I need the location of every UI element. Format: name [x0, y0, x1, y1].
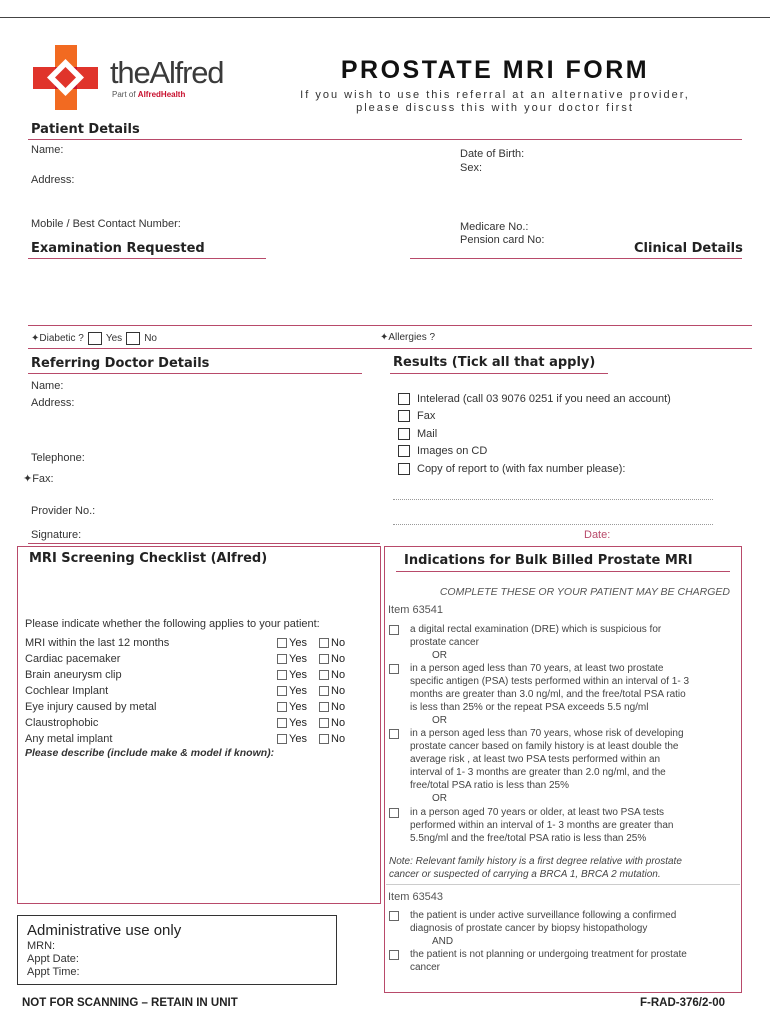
medicare-label: Medicare No.: — [460, 221, 529, 233]
no-checkbox[interactable] — [319, 670, 329, 680]
criterion-dre: a digital rectal examination (DRE) which is suspicious for prostate cancer OR — [389, 623, 661, 662]
criterion-checkbox[interactable] — [389, 729, 399, 739]
signature-rule — [28, 543, 380, 544]
patient-name-label: Name: — [31, 144, 64, 156]
yes-checkbox[interactable] — [277, 734, 287, 744]
exam-rule — [28, 258, 266, 259]
results-rule — [390, 373, 608, 374]
doctor-telephone-label: Telephone: — [31, 452, 85, 464]
item-63541-label: Item 63541 — [388, 604, 444, 616]
family-history-note: Note: Relevant family history is a first degree relative with prostate cancer or suspected of carrying a BRCA 1, BRCA 2 mutation. — [389, 856, 682, 880]
results-options — [398, 390, 671, 478]
criterion-psa-under-70: in a person aged less than 70 years, at least two prostate specific antigen (PSA) tests performed within an interval of 1- 3 months are greater than 3.0 ng/ml, and the free/total PSA ratio is less than 25% or the repeat PSA exceeds 5.5 ng/ml OR — [389, 662, 689, 727]
referring-rule — [28, 373, 362, 374]
referring-doctor-heading: Referring Doctor Details — [31, 356, 210, 371]
describe-implant-label: Please describe (include make & model if known): — [25, 747, 275, 759]
provider-number-label: Provider No.: — [31, 505, 96, 517]
results-checkbox[interactable] — [398, 410, 410, 422]
dob-label: Date of Birth: — [460, 148, 525, 160]
results-option[interactable]: Copy of report to (with fax number please): — [398, 460, 671, 478]
copy-report-line[interactable] — [393, 499, 713, 500]
examination-heading: Examination Requested — [31, 241, 205, 256]
yes-checkbox[interactable] — [277, 718, 287, 728]
criterion-checkbox[interactable] — [389, 911, 399, 921]
results-checkbox[interactable] — [398, 428, 410, 440]
diabetic-yes-checkbox[interactable] — [88, 332, 102, 345]
checklist-intro: Please indicate whether the following applies to your patient: — [25, 618, 320, 630]
appt-date-label: Appt Date: — [27, 953, 79, 965]
checklist-row: Any metal implant Yes No — [25, 733, 346, 745]
alfred-logo-icon — [33, 45, 98, 110]
doctor-address-label: Address: — [31, 397, 75, 409]
yes-checkbox[interactable] — [277, 686, 287, 696]
criterion-over-70: in a person aged 70 years or older, at least two PSA tests performed within an interval of 1- 3 months are greater than 5.5ng/ml and the free/total PSA ratio is less than 25% — [389, 806, 673, 845]
logo-wordmark: theAlfred — [110, 55, 224, 90]
diabetic-question: ✦Diabetic ? Yes No — [31, 333, 157, 344]
appt-time-label: Appt Time: — [27, 966, 80, 978]
results-option[interactable]: Mail — [398, 425, 671, 443]
results-option[interactable]: Images on CD — [398, 443, 671, 461]
date-label: Date: — [584, 529, 611, 541]
yes-checkbox[interactable] — [277, 702, 287, 712]
patient-rule — [28, 139, 742, 140]
patient-address-label: Address: — [31, 174, 75, 186]
results-checkbox[interactable] — [398, 393, 410, 405]
mrn-label: MRN: — [27, 940, 56, 952]
yes-checkbox[interactable] — [277, 654, 287, 664]
checklist-row: Cardiac pacemaker Yes No — [25, 653, 346, 665]
patient-mobile-label: Mobile / Best Contact Number: — [31, 218, 181, 230]
allergies-rule — [28, 348, 752, 349]
doctor-fax-label: ✦Fax: — [23, 473, 54, 485]
clinical-details-heading: Clinical Details — [634, 241, 743, 256]
results-checkbox[interactable] — [398, 463, 410, 475]
criterion-no-treatment: the patient is not planning or undergoing treatment for prostate cancer — [389, 948, 687, 974]
footer-retain-notice: NOT FOR SCANNING – RETAIN IN UNIT — [22, 997, 238, 1009]
no-checkbox[interactable] — [319, 654, 329, 664]
yes-checkbox[interactable] — [277, 638, 287, 648]
checklist-row: Brain aneurysm clip Yes No — [25, 669, 346, 681]
no-checkbox[interactable] — [319, 686, 329, 696]
indications-heading: Indications for Bulk Billed Prostate MRI — [404, 553, 693, 568]
footer-form-code: F-RAD-376/2-00 — [640, 997, 725, 1009]
checklist-row: Claustrophobic Yes No — [25, 717, 346, 729]
doctor-name-label: Name: — [31, 380, 64, 392]
diabetic-no-checkbox[interactable] — [126, 332, 140, 345]
pension-label: Pension card No: — [460, 234, 545, 246]
no-checkbox[interactable] — [319, 718, 329, 728]
checklist-row: MRI within the last 12 months Yes No — [25, 637, 346, 649]
sex-label: Sex: — [460, 162, 483, 174]
no-checkbox[interactable] — [319, 734, 329, 744]
clinical-rule — [410, 258, 742, 259]
indications-rule — [396, 571, 730, 572]
admin-heading: Administrative use only — [27, 922, 182, 939]
form-title: PROSTATE MRI FORM — [340, 56, 650, 84]
criterion-checkbox[interactable] — [389, 808, 399, 818]
criterion-active-surveillance: the patient is under active surveillance following a confirmed diagnosis of prostate cancer by biopsy histopathology AND — [389, 909, 676, 948]
results-checkbox[interactable] — [398, 445, 410, 457]
top-rule — [0, 17, 770, 18]
diabetic-rule — [28, 325, 752, 326]
checklist-items — [25, 635, 345, 747]
form-subtitle: If you wish to use this referral at an alternative provider, please discuss this with your doctor first — [300, 89, 690, 114]
no-checkbox[interactable] — [319, 702, 329, 712]
note-rule — [386, 884, 740, 885]
charge-warning: COMPLETE THESE OR YOUR PATIENT MAY BE CHARGED — [439, 586, 730, 598]
yes-checkbox[interactable] — [277, 670, 287, 680]
allergies-question: ✦Allergies ? — [380, 332, 436, 343]
results-option[interactable]: Fax — [398, 408, 671, 426]
patient-details-heading: Patient Details — [31, 122, 140, 137]
criterion-checkbox[interactable] — [389, 625, 399, 635]
item-63543-label: Item 63543 — [388, 891, 444, 903]
criterion-family-history: in a person aged less than 70 years, whose risk of developing prostate cancer based on family history is at least double the average risk , at least two PSA tests performed within an interval of 1- 3 months are greater than 2.0 ng/ml, and the free/total PSA ratio is less than 25% OR — [389, 727, 684, 805]
criterion-checkbox[interactable] — [389, 950, 399, 960]
mri-checklist-heading: MRI Screening Checklist (Alfred) — [29, 551, 268, 566]
no-checkbox[interactable] — [319, 638, 329, 648]
logo-subline: Part of AlfredHealth — [112, 90, 186, 99]
signature-label: Signature: — [31, 529, 82, 541]
criterion-checkbox[interactable] — [389, 664, 399, 674]
results-option[interactable]: Intelerad (call 03 9076 0251 if you need an account) — [398, 390, 671, 408]
results-heading: Results (Tick all that apply) — [393, 355, 596, 370]
copy-report-line-2[interactable] — [393, 524, 713, 525]
checklist-row: Eye injury caused by metal Yes No — [25, 701, 346, 713]
checklist-row: Cochlear Implant Yes No — [25, 685, 346, 697]
